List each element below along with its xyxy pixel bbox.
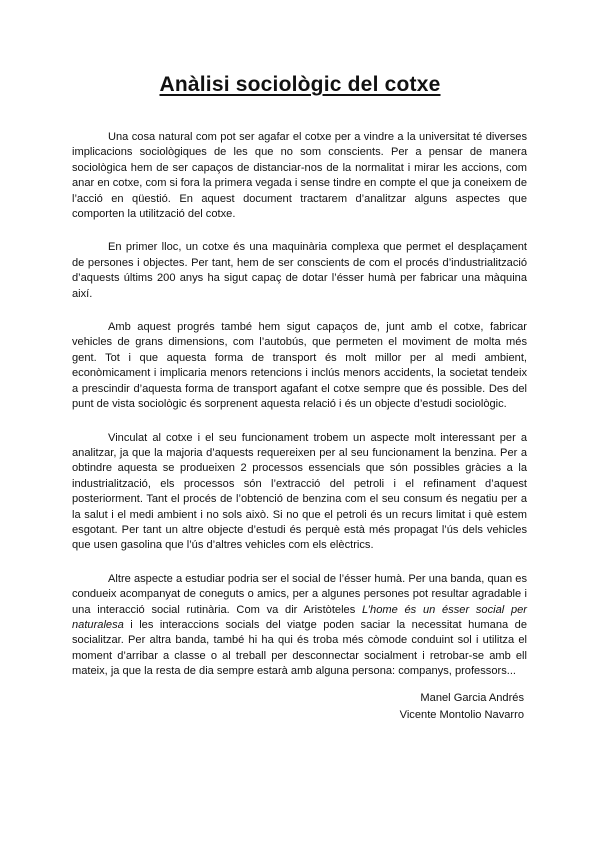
paragraph-machinery: En primer lloc, un cotxe és una maquinària complexa que permet el desplaçament de persones i objectes. Per tant, hem de ser conscients de com el procés d’industrialització d’aquests últims 200 anys ha sigut capaç de dotar l’ésser humà per fabricar una màquina així. [72,241,527,300]
document-title: Anàlisi sociològic del cotxe [159,73,441,96]
aristotle-quote: L’home és un ésser social per naturalesa [72,603,527,631]
paragraph-progress: Amb aquest progrés també hem sigut capaços de, junt amb el cotxe, fabricar vehicles de grans dimensions, com l’autobús, que permeten el moviment de molta més gent. Tot i que aquesta forma de transport és molt millor per al medi ambient, econòmicament i implicaria menors retencions i inclús menors accidents, la societat tendeix a prescindir d’aquesta forma de transport agafant el cotxe sempre que és possible. Des del punt de vista sociològic és sorprenent aquesta relació i és un objecte d’estudi sociològic. [72,321,527,411]
paragraph-social-before: Altre aspecte a estudiar podria ser el social de l’ésser humà. Per una banda, quan es condueix acompanyat de coneguts o amics, per a algunes persones pot resultar agradable i una interacció social rutinària. Com va dir Aristòteles [72,572,527,616]
paragraph-social [72,572,527,680]
paragraph-social-after: i les interaccions socials del viatge poden saciar la necessitat humana de socialitzar. Per altra banda, també hi ha qui és troba més còmode conduint sol i utilitza el moment d’arribar a classe o al treball per desconnectar socialment i retrobar-se amb ell mateix, ja que la resta de dia sempre estarà amb alguna persona: companys, professors... [72,618,527,678]
author-name: Manel Garcia Andrés [420,692,524,704]
paragraph-intro: Una cosa natural com pot ser agafar el cotxe per a vindre a la universitat té diverses implicacions sociològiques de les que no som conscients. Per a pensar de manera sociològica hem de ser capaços de distanciar-nos de la normalitat i mirar les accions, com anar en cotxe, com si fora la primera vegada i sense tindre en compte el que ja coneixem de l’acció en qüestió. En aquest document tractarem d’analitzar alguns aspectes que comporten la utilització del cotxe. [72,131,527,221]
paragraph-fuel: Vinculat al cotxe i el seu funcionament trobem un aspecte molt interessant per a analitzar, ja que la majoria d’aquests requereixen per al seu funcionament la benzina. Per a obtindre aquesta se produeixen 2 processos essencials que són possibles gràcies a la industrialització, els processos són l’extracció del petroli i el refinament d’aquest posteriorment. Tant el procés de l’obtenció de benzina com el seu consum és negatiu per a la salut i el medi ambient i no sols això. Si no que el petroli és un recurs limitat i què estem esgotant. Per tant un altre objecte d’estudi és perquè està més propagat l’ús dels vehicles que usen gasolina que l’ús d’altres vehicles com els elèctrics. [72,431,527,552]
author-signatures [400,690,524,724]
author-name: Vicente Montolio Navarro [399,709,524,721]
document-body [72,130,527,698]
